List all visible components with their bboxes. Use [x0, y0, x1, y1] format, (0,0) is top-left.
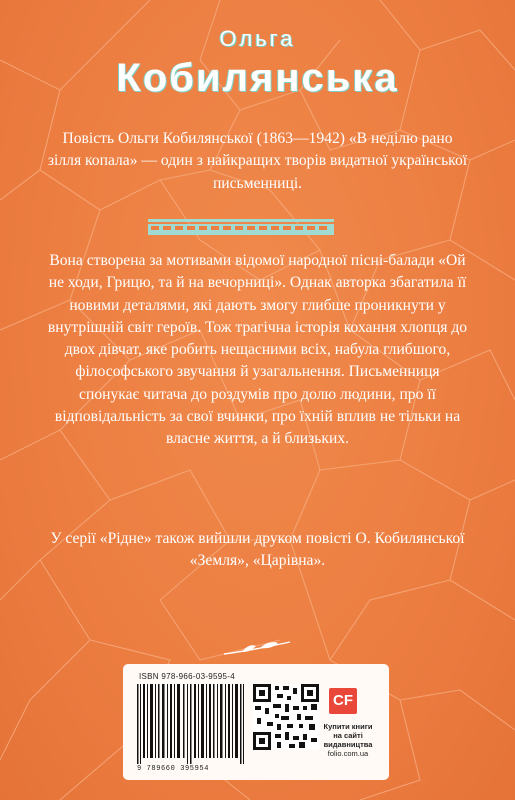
qr-code: [253, 684, 319, 750]
buy-line-1: Купити книги: [323, 722, 373, 731]
publisher-logo: CF: [329, 688, 357, 714]
series-note: У серії «Рідне» також вийшли друком повісті О. Кобилянської «Земля», «Царівна».: [50, 530, 465, 570]
isbn-label: ISBN 978-966-03-9595-4: [139, 672, 235, 681]
buy-line-2: на сайті: [333, 731, 363, 740]
barcode: [137, 684, 245, 764]
publisher-site: folio.com.ua: [327, 749, 369, 758]
barcode-number: 9 789660 395954: [137, 765, 210, 773]
buy-line-3: видавництва: [323, 740, 373, 749]
publisher-info-box: [123, 664, 389, 780]
description-paragraph-1: Повість Ольги Кобилянської (1863—1942) «В неділю рано зілля копала» — один з найкращих творів видатної української письменниці.: [47, 130, 468, 192]
author-last-name: Кобилянська: [116, 56, 399, 100]
ornament-divider: [148, 219, 334, 235]
buy-info: [311, 722, 385, 758]
author-first-name: Ольга: [219, 26, 296, 51]
leaf-icon: [222, 638, 292, 658]
description-paragraph-2: Вона створена за мотивами відомої народної пісні-балади «Ой не ходи, Грицю, та й на вечорниці». Однак авторка збагатила її новими деталями, які дають змогу глибше проникнути у внутрішній світ героїв. Тож трагічна історія кохання хлопця до двох дівчат, яке робить нещасними всіх, набула глибшого, філософського звучання й узагальнення. Письменниця спонукає читача до роздумів про долю людини, про її відповідальність за свої вчинки, про їхній вплив не тільки на власне життя, а й близьких.: [47, 252, 468, 448]
